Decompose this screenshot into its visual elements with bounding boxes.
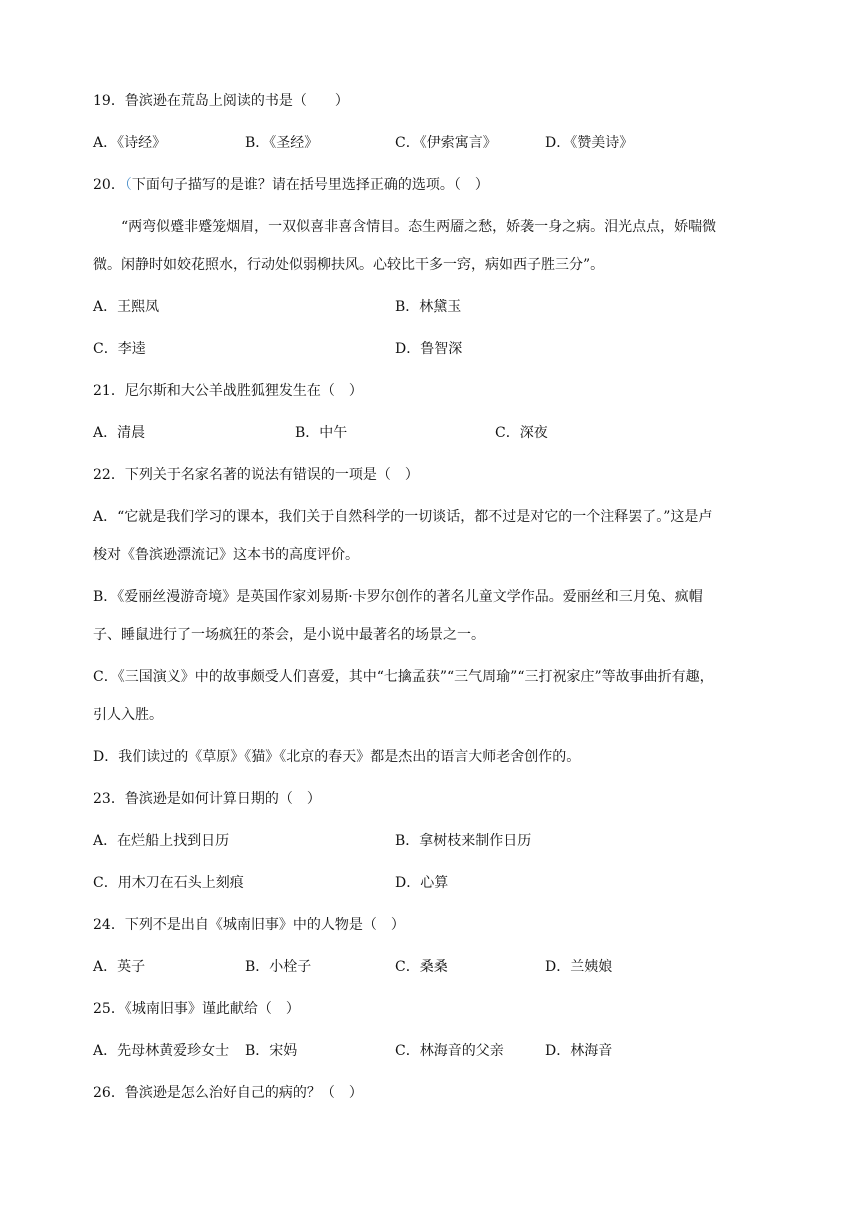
question-22-option-c-line-1: C．《三国演义》中的故事颇受人们喜爱，其中“七擒孟获”“三气周瑜”“三打祝家庄”等故事曲折有趣， [93,669,714,685]
question-25-option-d: D．林海音 [545,1043,613,1059]
question-22-option-b-line-1: B．《爱丽丝漫游奇境》是英国作家刘易斯·卡罗尔创作的著名儿童文学作品。爱丽丝和三月兔、疯帽 [93,589,703,605]
question-21-option-b: B．中午 [295,425,348,441]
question-20-option-c: C．李逵 [93,341,146,357]
question-24-stem: 24．下列不是出自《城南旧事》中的人物是（ ） [93,917,405,933]
question-25-option-c: C．林海音的父亲 [395,1043,504,1059]
question-22-option-c-line-2: 引人入胜。 [93,707,163,723]
question-22-option-a-line-1: A．“它就是我们学习的课本，我们关于自然科学的一切谈话，都不过是对它的一个注释罢了。”这是卢 [93,509,713,525]
question-22-stem: 22．下列关于名家名著的说法有错误的一项是（ ） [93,467,419,483]
question-21-option-a: A．清晨 [93,425,146,441]
question-23-option-b: B．拿树枝来制作日历 [395,833,532,849]
question-20-number: 20． [93,177,125,193]
question-25-option-a: A．先母林黄爱珍女士 [93,1043,230,1059]
question-26-stem: 26．鲁滨逊是怎么治好自己的病的？（ ） [93,1085,363,1101]
question-22-option-a-line-2: 梭对《鲁滨逊漂流记》这本书的高度评价。 [93,547,359,563]
question-22-option-b-line-2: 子、睡鼠进行了一场疯狂的茶会，是小说中最著名的场景之一。 [93,627,485,643]
question-20-stem-text: 下面句子描写的是谁？请在括号里选择正确的选项。（ ） [131,177,489,193]
question-23-option-d: D．心算 [395,875,449,891]
question-19-option-d: D．《赞美诗》 [545,135,634,151]
question-24-option-d: D．兰姨娘 [545,959,613,975]
question-24-option-c: C．桑桑 [395,959,448,975]
question-19-option-b: B．《圣经》 [245,135,319,151]
question-21-stem: 21．尼尔斯和大公羊战胜狐狸发生在（ ） [93,383,363,399]
question-20-stem [93,175,489,195]
question-20-passage-line-2: 微。闲静时如姣花照水，行动处似弱柳扶风。心较比干多一窍，病如西子胜三分”。 [93,257,605,273]
question-25-stem: 25．《城南旧事》谨此献给（ ） [93,1001,300,1017]
question-25-option-b: B．宋妈 [245,1043,298,1059]
question-20-option-d: D．鲁智深 [395,341,463,357]
question-19-option-c: C．《伊索寓言》 [395,135,497,151]
question-19-option-a: A．《诗经》 [93,135,167,151]
question-19-stem: 19．鲁滨逊在荒岛上阅读的书是（ ） [93,93,349,109]
question-20-passage-line-1: “两弯似蹙非蹙笼烟眉，一双似喜非喜含情目。态生两靥之愁，娇袭一身之病。泪光点点，娇喘微 [121,219,717,235]
question-23-stem: 23．鲁滨逊是如何计算日期的（ ） [93,791,321,807]
question-23-option-c: C．用木刀在石头上刻痕 [93,875,244,891]
question-22-option-d: D．我们读过的《草原》《猫》《北京的春天》都是杰出的语言大师老舍创作的。 [93,749,581,765]
question-23-option-a: A．在烂船上找到日历 [93,833,230,849]
question-24-option-b: B．小栓子 [245,959,312,975]
question-20-option-a: A．王熙凤 [93,299,160,315]
question-21-option-c: C．深夜 [495,425,548,441]
question-24-option-a: A．英子 [93,959,146,975]
question-20-bracket-mark: （ [124,177,132,193]
question-20-option-b: B．林黛玉 [395,299,462,315]
